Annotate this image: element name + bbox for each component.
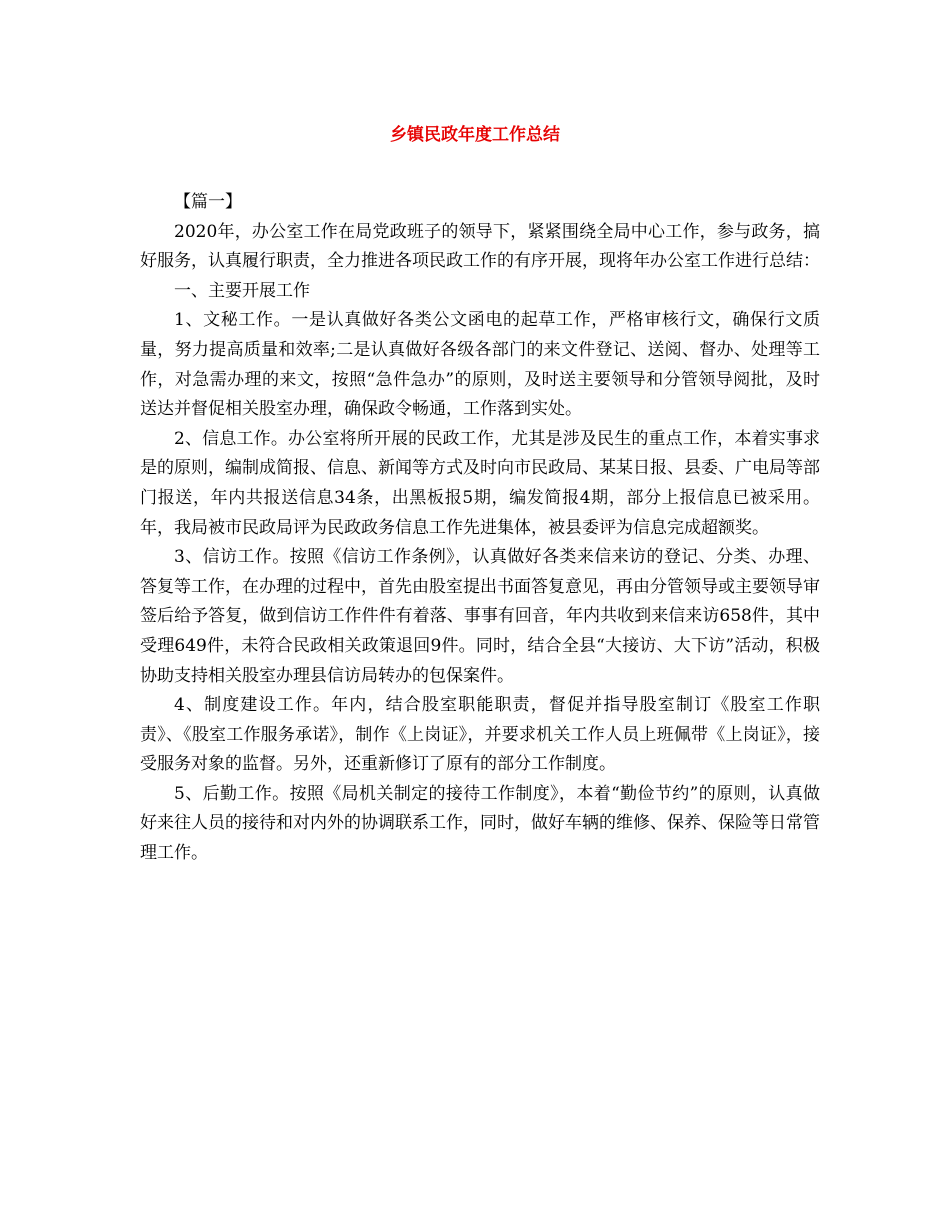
paragraph-item-2: 2、信息工作。办公室将所开展的民政工作，尤其是涉及民生的重点工作，本着实事求是的原则，编制成简报、信息、新闻等方式及时向市民政局、某某日报、县委、广电局等部门报送，年内共报送信息34条，出黑板报5期，编发简报4期，部分上报信息已被采用。年，我局被市民政局评为民政政务信息工作先进集体，被县委评为信息完成超额奖。 — [140, 428, 820, 538]
paragraph-section-title: 一、主要开展工作 — [174, 280, 310, 301]
paragraph-item-4: 4、制度建设工作。年内，结合股室职能职责，督促并指导股室制订《股室工作职责》、《股室工作服务承诺》，制作《上岗证》，并要求机关工作人员上班佩带《上岗证》，接受服务对象的监督。另外，还重新修订了原有的部分工作制度。 — [140, 695, 820, 775]
paragraph-intro: 2020年，办公室工作在局党政班子的领导下，紧紧围绕全局中心工作，参与政务，搞好服务，认真履行职责，全力推进各项民政工作的有序开展，现将年办公室工作进行总结： — [140, 221, 820, 272]
paragraph-item-1: 1、文秘工作。一是认真做好各类公文函电的起草工作，严格审核行文，确保行文质量，努力提高质量和效率;二是认真做好各级各部门的来文件登记、送阅、督办、处理等工作，对急需办理的来文，按照“急件急办”的原则，及时送主要领导和分管领导阅批，及时送达并督促相关股室办理，确保政令畅通，工作落到实处。 — [140, 310, 820, 420]
paragraph-item-5: 5、后勤工作。按照《局机关制定的接待工作制度》，本着“勤俭节约”的原则，认真做好来往人员的接待和对内外的协调联系工作，同时，做好车辆的维修、保养、保险等日常管理工作。 — [140, 783, 820, 864]
document-title: 乡镇民政年度工作总结 — [390, 125, 560, 145]
paragraph-item-3: 3、信访工作。按照《信访工作条例》，认真做好各类来信来访的登记、分类、办理、答复等工作，在办理的过程中，首先由股室提出书面答复意见，再由分管领导或主要领导审签后给予答复，做到信访工作件件有着落、事事有回音，年内共收到来信来访658件，其中受理649件，未符合民政相关政策退回9件。同时，结合全县“大接访、大下访”活动，积极协助支持相关股室办理县信访局转办的包保案件。 — [140, 547, 820, 686]
document-body — [140, 188, 820, 869]
section-heading: 【篇一】 — [174, 192, 242, 212]
